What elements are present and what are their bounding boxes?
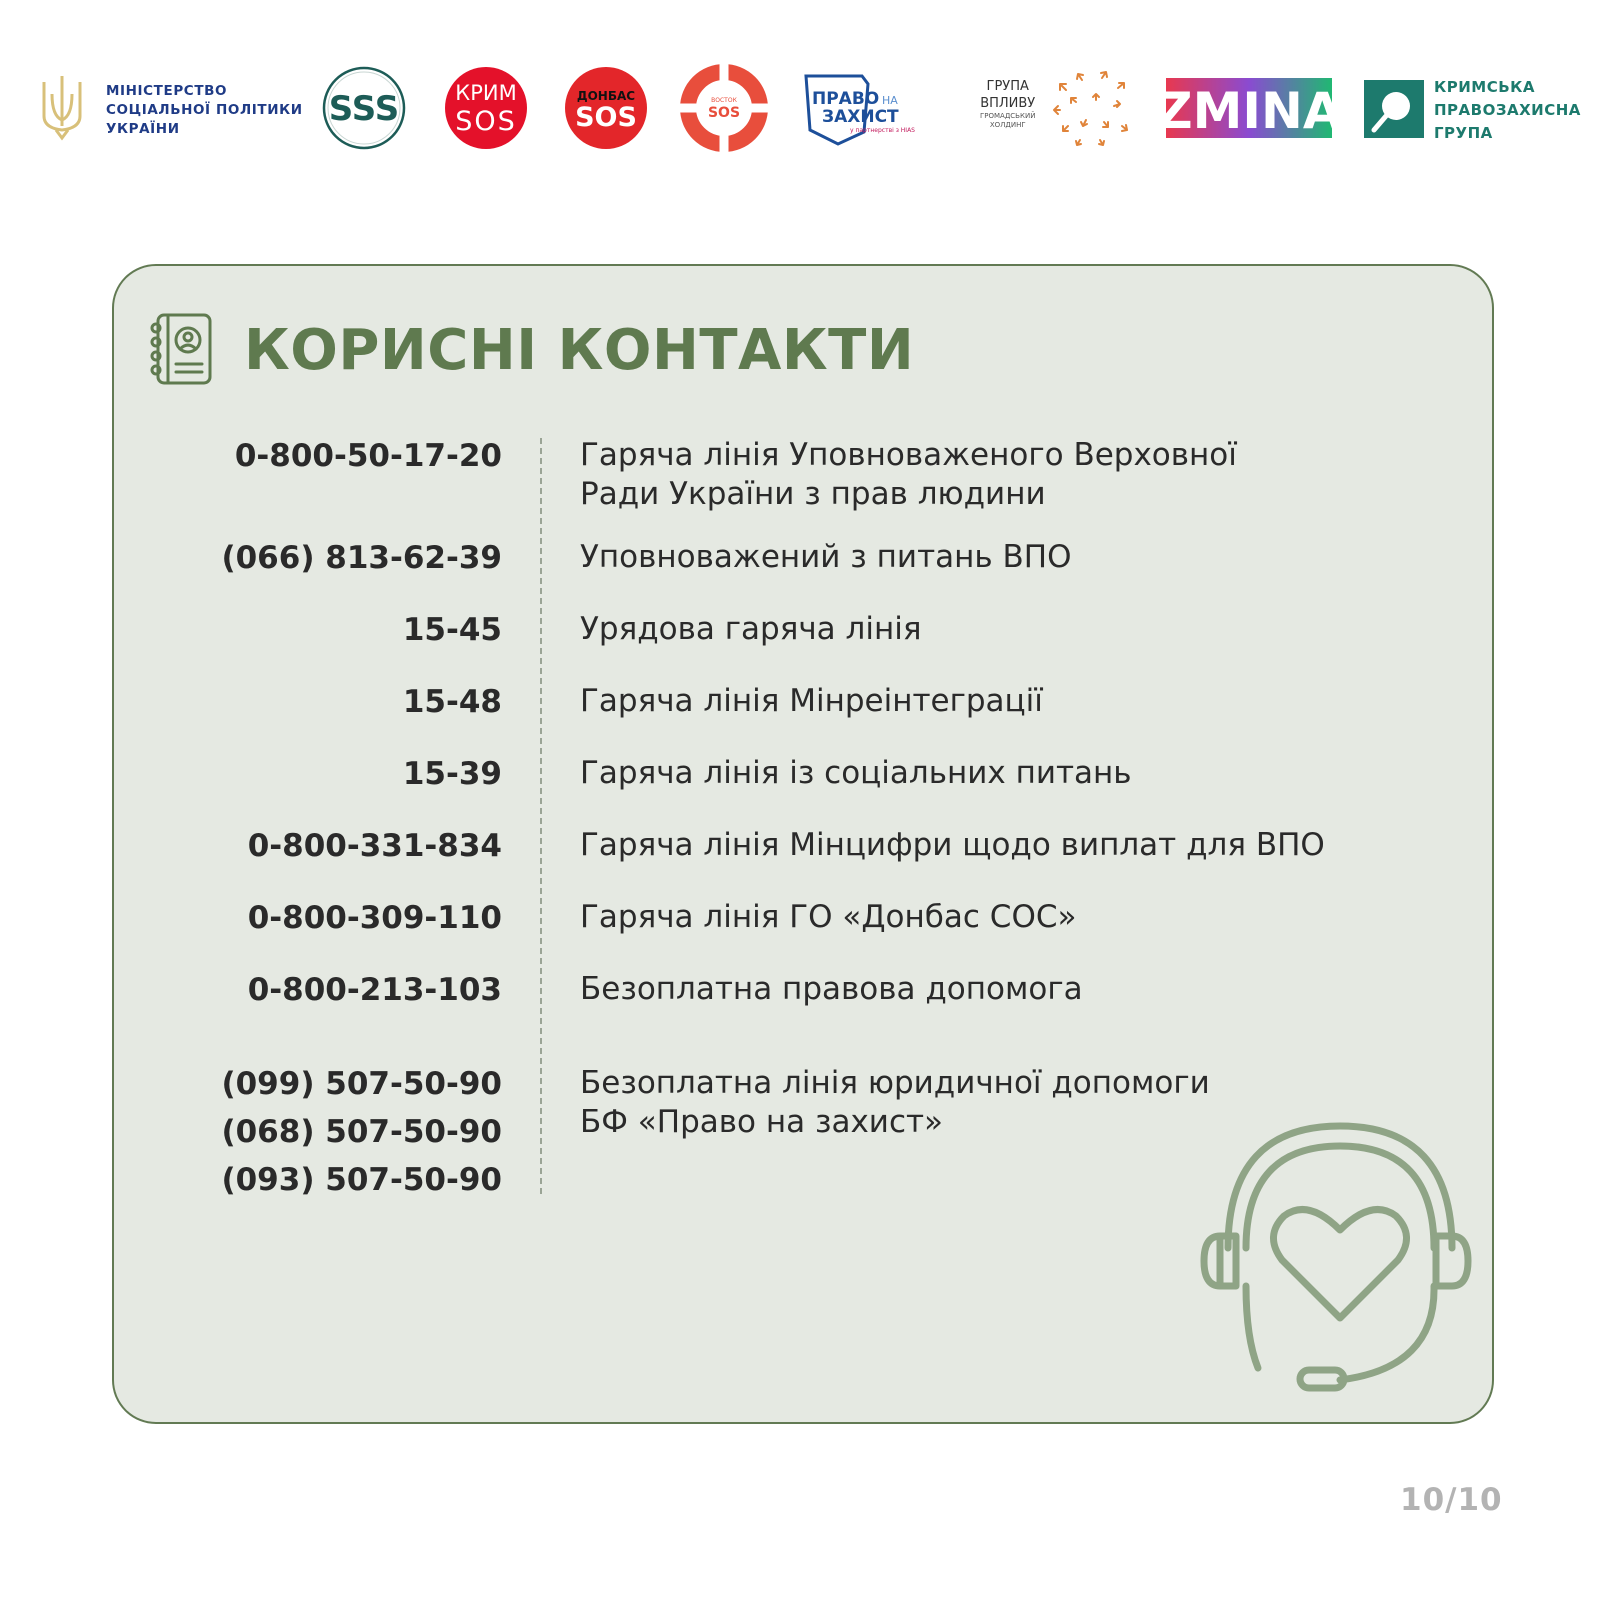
svg-text:ZMINA: ZMINA	[1156, 82, 1342, 140]
phone-number[interactable]: (066) 813-62-39	[221, 540, 502, 576]
contact-description: Уповноважений з питань ВПО	[580, 539, 1072, 575]
trident-icon	[38, 72, 86, 142]
svg-text:НА: НА	[882, 94, 898, 107]
page-number: 10/10	[1400, 1482, 1503, 1518]
phone-number[interactable]: 0-800-331-834	[247, 828, 502, 864]
contact-description: Безоплатна лінія юридичної допомоги БФ «Право на захист»	[580, 1065, 1210, 1140]
contact-description: Безоплатна правова допомога	[580, 971, 1083, 1007]
contact-description: Гаряча лінія Мінреінтеграції	[580, 683, 1043, 719]
phones-column	[200, 0, 502, 1600]
column-divider	[540, 438, 542, 1194]
contact-description: Гаряча лінія Уповноваженого Верховної Ради України з прав людини	[580, 437, 1237, 512]
grupa-vplyvu-text: ГРУПА ВПЛИВУ ГРОМАДСЬКИЙ ХОЛДИНГ	[980, 79, 1036, 129]
phone-number[interactable]: 15-45	[402, 612, 502, 648]
ministry-logo-text: МІНІСТЕРСТВО СОЦІАЛЬНОЇ ПОЛІТИКИ УКРАЇНИ	[106, 83, 303, 137]
krg-logo-text: КРИМСЬКА ПРАВОЗАХИСНА ГРУПА	[1434, 78, 1581, 142]
svg-text:ВОСТОК: ВОСТОК	[711, 97, 737, 104]
phone-number[interactable]: 15-48	[402, 684, 502, 720]
svg-text:у партнерстві з HIAS: у партнерстві з HIAS	[850, 127, 915, 134]
svg-text:SSS: SSS	[328, 89, 400, 129]
svg-text:SOS: SOS	[575, 102, 637, 133]
svg-text:SOS: SOS	[707, 105, 741, 121]
contact-description: Гаряча лінія Мінцифри щодо виплат для ВПО	[580, 827, 1325, 863]
phone-number[interactable]: 0-800-309-110	[247, 900, 502, 936]
phone-number[interactable]: 15-39	[402, 756, 502, 792]
page-title: КОРИСНІ КОНТАКТИ	[244, 318, 915, 383]
svg-text:ПРАВО: ПРАВО	[812, 89, 880, 109]
contact-description: Урядова гаряча лінія	[580, 611, 922, 647]
phone-number[interactable]: (099) 507-50-90	[221, 1066, 502, 1102]
svg-text:ЗАХИСТ: ЗАХИСТ	[822, 107, 899, 127]
phone-number[interactable]: 0-800-213-103	[247, 972, 502, 1008]
svg-text:КРИМ: КРИМ	[455, 81, 517, 105]
svg-text:SOS: SOS	[455, 106, 517, 137]
phone-number[interactable]: (068) 507-50-90	[221, 1114, 502, 1150]
svg-text:ДОНБАС: ДОНБАС	[576, 89, 636, 103]
phone-number[interactable]: 0-800-50-17-20	[234, 438, 502, 474]
contact-description: Гаряча лінія із соціальних питань	[580, 755, 1132, 791]
contact-description: Гаряча лінія ГО «Донбас СОС»	[580, 899, 1077, 935]
phone-number[interactable]: (093) 507-50-90	[221, 1162, 502, 1198]
headset-heart-icon	[1200, 1118, 1470, 1408]
